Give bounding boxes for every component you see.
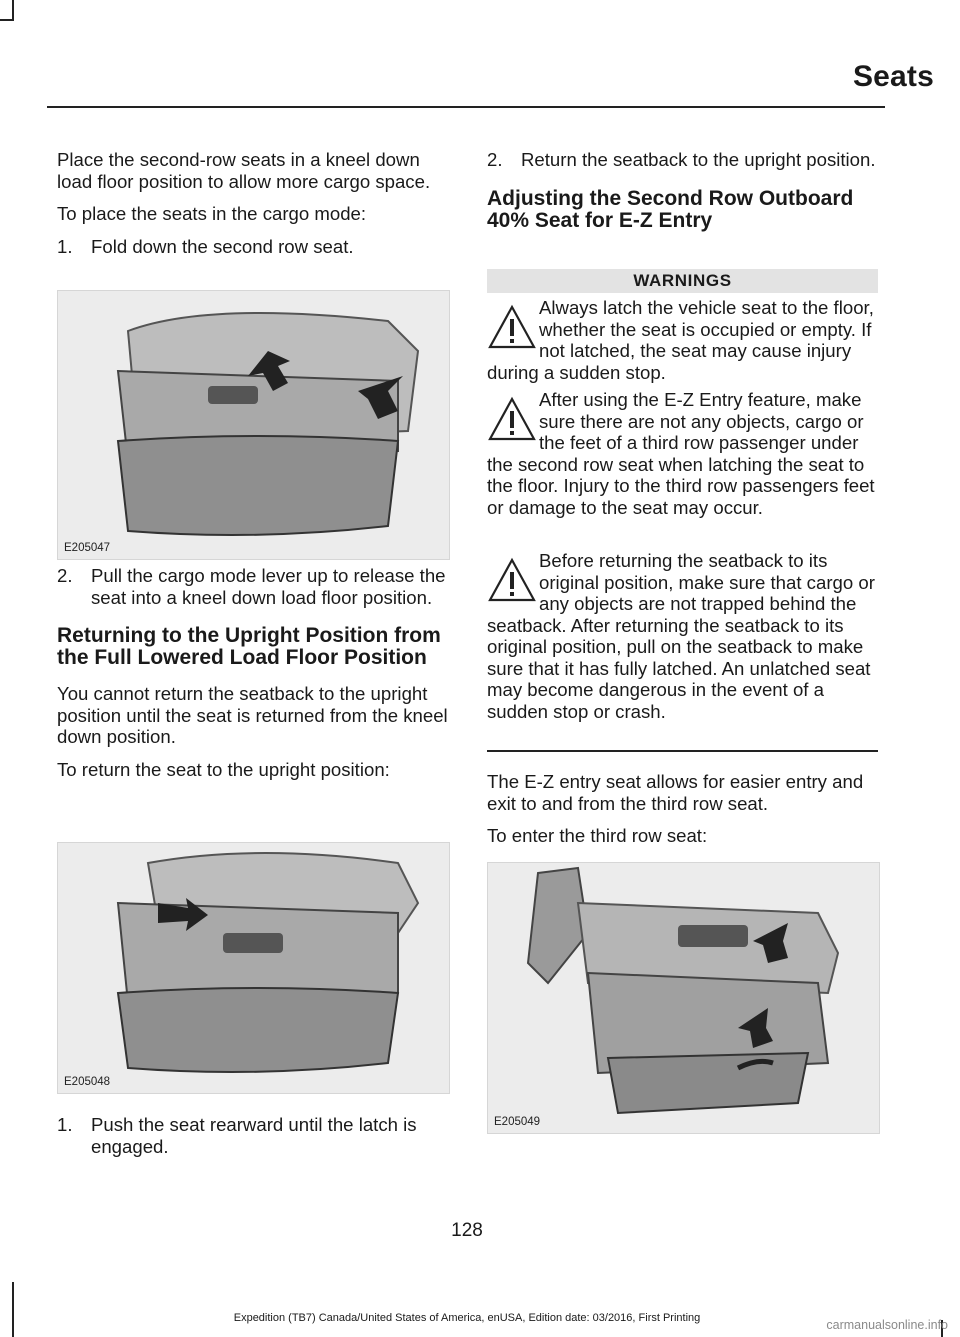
step-text: Return the seatback to the upright position.	[521, 149, 876, 170]
right-column-top	[487, 149, 879, 232]
step-return-seatback	[487, 149, 879, 171]
section-heading: Adjusting the Second Row Outboard 40% Seat for E-Z Entry	[487, 186, 854, 232]
warning-triangle-icon	[487, 550, 537, 608]
warnings-title: WARNINGS	[487, 269, 878, 293]
step-pull-lever	[57, 565, 449, 608]
header-rule	[47, 106, 885, 108]
seat-illustration	[488, 863, 879, 1133]
step-text: Fold down the second row seat.	[91, 235, 354, 257]
warning-text: After using the E-Z Entry feature, make sure there are not any objects, cargo or the feet of a third row passenger under the second row seat when latching the seat to the floor. Injury to the third row passengers feet or damage to the seat may occur.	[487, 389, 875, 518]
warning-triangle-icon	[487, 297, 537, 355]
step-number: 1.	[57, 1114, 73, 1135]
footer-text: Expedition (TB7) Canada/United States of America, enUSA, Edition date: 03/2016, First Printing	[233, 1312, 701, 1324]
step-number: 1.	[57, 235, 73, 257]
lead-paragraph: To return the seat to the upright position:	[57, 758, 390, 780]
intro-paragraph: Place the second-row seats in a kneel down load floor position to allow more cargo space.	[57, 149, 431, 192]
warning-item	[487, 550, 880, 722]
figure-code: E205049	[494, 1116, 541, 1128]
warning-text: Before returning the seatback to its original position, make sure that cargo or any objects are not trapped behind the seatback. After returning the seatback to its original position, pull on the seatback to make sure that it has fully latched. An unlatched seat may become dangerous in the event of a sudden stop or crash.	[487, 550, 875, 722]
left-column-top	[57, 149, 449, 257]
left-column-bottom	[57, 1114, 449, 1157]
step-number: 2.	[57, 565, 73, 586]
page-title: Seats	[852, 60, 934, 93]
figure-e205047	[57, 290, 450, 560]
watermark: carmanualsonline.info	[826, 1318, 948, 1332]
seat-illustration	[58, 291, 449, 559]
seat-illustration	[58, 843, 449, 1093]
left-column-middle	[57, 565, 449, 780]
right-column-middle	[487, 771, 879, 847]
crop-mark	[12, 0, 14, 20]
lead-paragraph: To place the seats in the cargo mode:	[57, 203, 367, 224]
figure-code: E205047	[64, 542, 111, 554]
step-push-seat	[57, 1114, 449, 1157]
warnings-rule	[487, 750, 878, 752]
body-paragraph: The E-Z entry seat allows for easier entry and exit to and from the third row seat.	[487, 771, 864, 814]
figure-e205048	[57, 842, 450, 1094]
warning-item	[487, 389, 880, 518]
crop-mark	[0, 19, 14, 21]
figure-e205049	[487, 862, 880, 1134]
step-number: 2.	[487, 149, 503, 170]
figure-code: E205048	[64, 1076, 111, 1088]
crop-mark	[12, 1282, 14, 1337]
page-number: 128	[451, 1220, 483, 1241]
step-text: Pull the cargo mode lever up to release the seat into a kneel down load floor position.	[91, 565, 446, 608]
step-text: Push the seat rearward until the latch is engaged.	[91, 1114, 417, 1157]
body-paragraph: You cannot return the seatback to the upright position until the seat is returned from the kneel down position.	[57, 683, 448, 747]
lead-paragraph: To enter the third row seat:	[487, 825, 708, 846]
section-heading: Returning to the Upright Position from the Full Lowered Load Floor Position	[57, 624, 441, 669]
warning-text: Always latch the vehicle seat to the floor, whether the seat is occupied or empty. If not latched, the seat may cause injury during a sudden stop.	[487, 297, 874, 383]
warning-triangle-icon	[487, 389, 537, 447]
warning-item	[487, 297, 880, 383]
step-fold-down	[57, 236, 449, 258]
